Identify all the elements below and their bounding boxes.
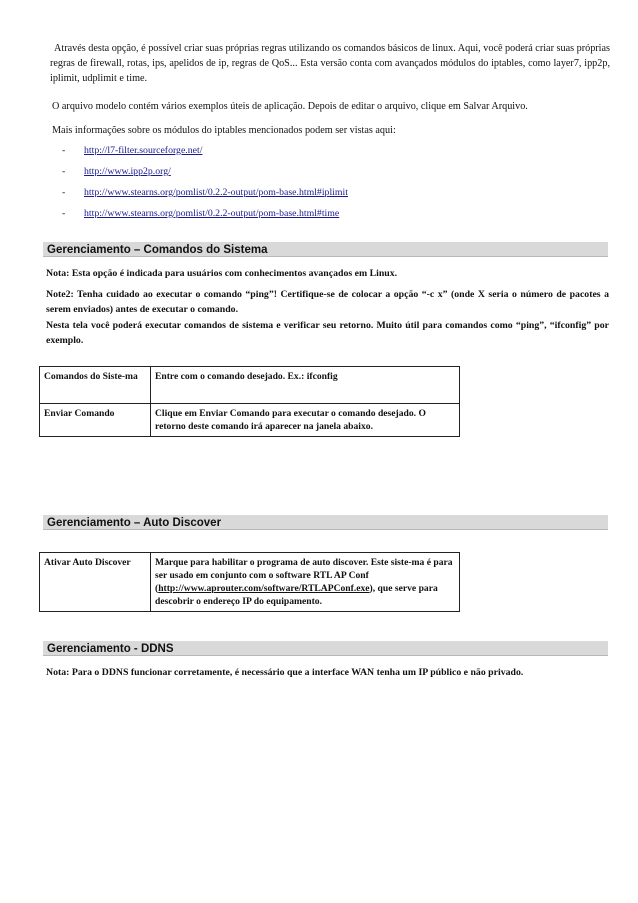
auto-discover-table	[39, 552, 460, 612]
commands-table	[39, 366, 460, 437]
link-iplimit[interactable]: http://www.stearns.org/pomlist/0.2.2-output/pom-base.html#iplimit	[84, 187, 348, 198]
list-item	[50, 143, 610, 164]
table-cell-description: Entre com o comando desejado. Ex.: ifconfig	[151, 367, 460, 404]
link-time[interactable]: http://www.stearns.org/pomlist/0.2.2-output/pom-base.html#time	[84, 208, 340, 219]
note-commands-description: Nesta tela você poderá executar comandos de sistema e verificar seu retorno. Muito útil para comandos como “ping”, “ifconfig” por exemplo.	[46, 320, 609, 346]
note-ddns: Nota: Para o DDNS funcionar corretamente, é necessário que a interface WAN tenha um IP público e não privado.	[46, 667, 524, 678]
note-ping-warning: Note2: Tenha cuidado ao executar o comando “ping”! Certifique-se de colocar a opção “-c x” (onde X seria o número de pacotes a serem enviados) antes de executar o comando.	[46, 289, 609, 315]
intro-paragraph-3: Mais informações sobre os módulos do iptables mencionados podem ser vistas aqui:	[52, 125, 396, 136]
table-row	[40, 404, 460, 437]
description-text: Marque para habilitar o programa de auto discover. Este siste-ma é para ser usado em conjunto com o software RTL AP Conf (	[155, 557, 453, 594]
table-cell-field: Comandos do Siste-ma	[40, 367, 151, 404]
table-cell-description	[151, 553, 460, 612]
iptables-links-list	[50, 143, 610, 227]
link-rtl-ap-conf[interactable]: http://www.aprouter.com/software/RTLAPConf.exe	[158, 583, 370, 594]
intro-paragraph-2: O arquivo modelo contém vários exemplos úteis de aplicação. Depois de editar o arquivo, clique em Salvar Arquivo.	[52, 101, 528, 112]
section-heading-ddns: Gerenciamento - DDNS	[43, 641, 608, 656]
section-heading-auto-discover: Gerenciamento – Auto Discover	[43, 515, 608, 530]
list-item	[50, 206, 610, 227]
bullet-dash: -	[62, 166, 66, 177]
description-text: ), que serve para descobrir o endereço IP do equipamento.	[155, 583, 438, 607]
bullet-dash: -	[62, 145, 66, 156]
bullet-dash: -	[62, 187, 66, 198]
list-item	[50, 185, 610, 206]
bullet-dash: -	[62, 208, 66, 219]
table-row	[40, 553, 460, 612]
table-cell-field: Enviar Comando	[40, 404, 151, 437]
link-l7-filter[interactable]: http://l7-filter.sourceforge.net/	[84, 145, 203, 156]
section-heading-comandos: Gerenciamento – Comandos do Sistema	[43, 242, 608, 257]
list-item	[50, 164, 610, 185]
table-cell-description: Clique em Enviar Comando para executar o comando desejado. O retorno deste comando irá aparecer na janela abaixo.	[151, 404, 460, 437]
link-ipp2p[interactable]: http://www.ipp2p.org/	[84, 166, 171, 177]
table-row	[40, 367, 460, 404]
intro-paragraph-1: Através desta opção, é possível criar suas próprias regras utilizando os comandos básicos de linux. Aqui, você poderá criar suas próprias regras de firewall, rotas, ips, apelidos de ip, regras de QoS... Esta versão conta com avançados módulos do iptables, como layer7, ipp2p, iplimit, udplimit e time.	[50, 43, 610, 84]
table-cell-field: Ativar Auto Discover	[40, 553, 151, 612]
note-advanced-users: Nota: Esta opção é indicada para usuários com conhecimentos avançados em Linux.	[46, 268, 398, 279]
